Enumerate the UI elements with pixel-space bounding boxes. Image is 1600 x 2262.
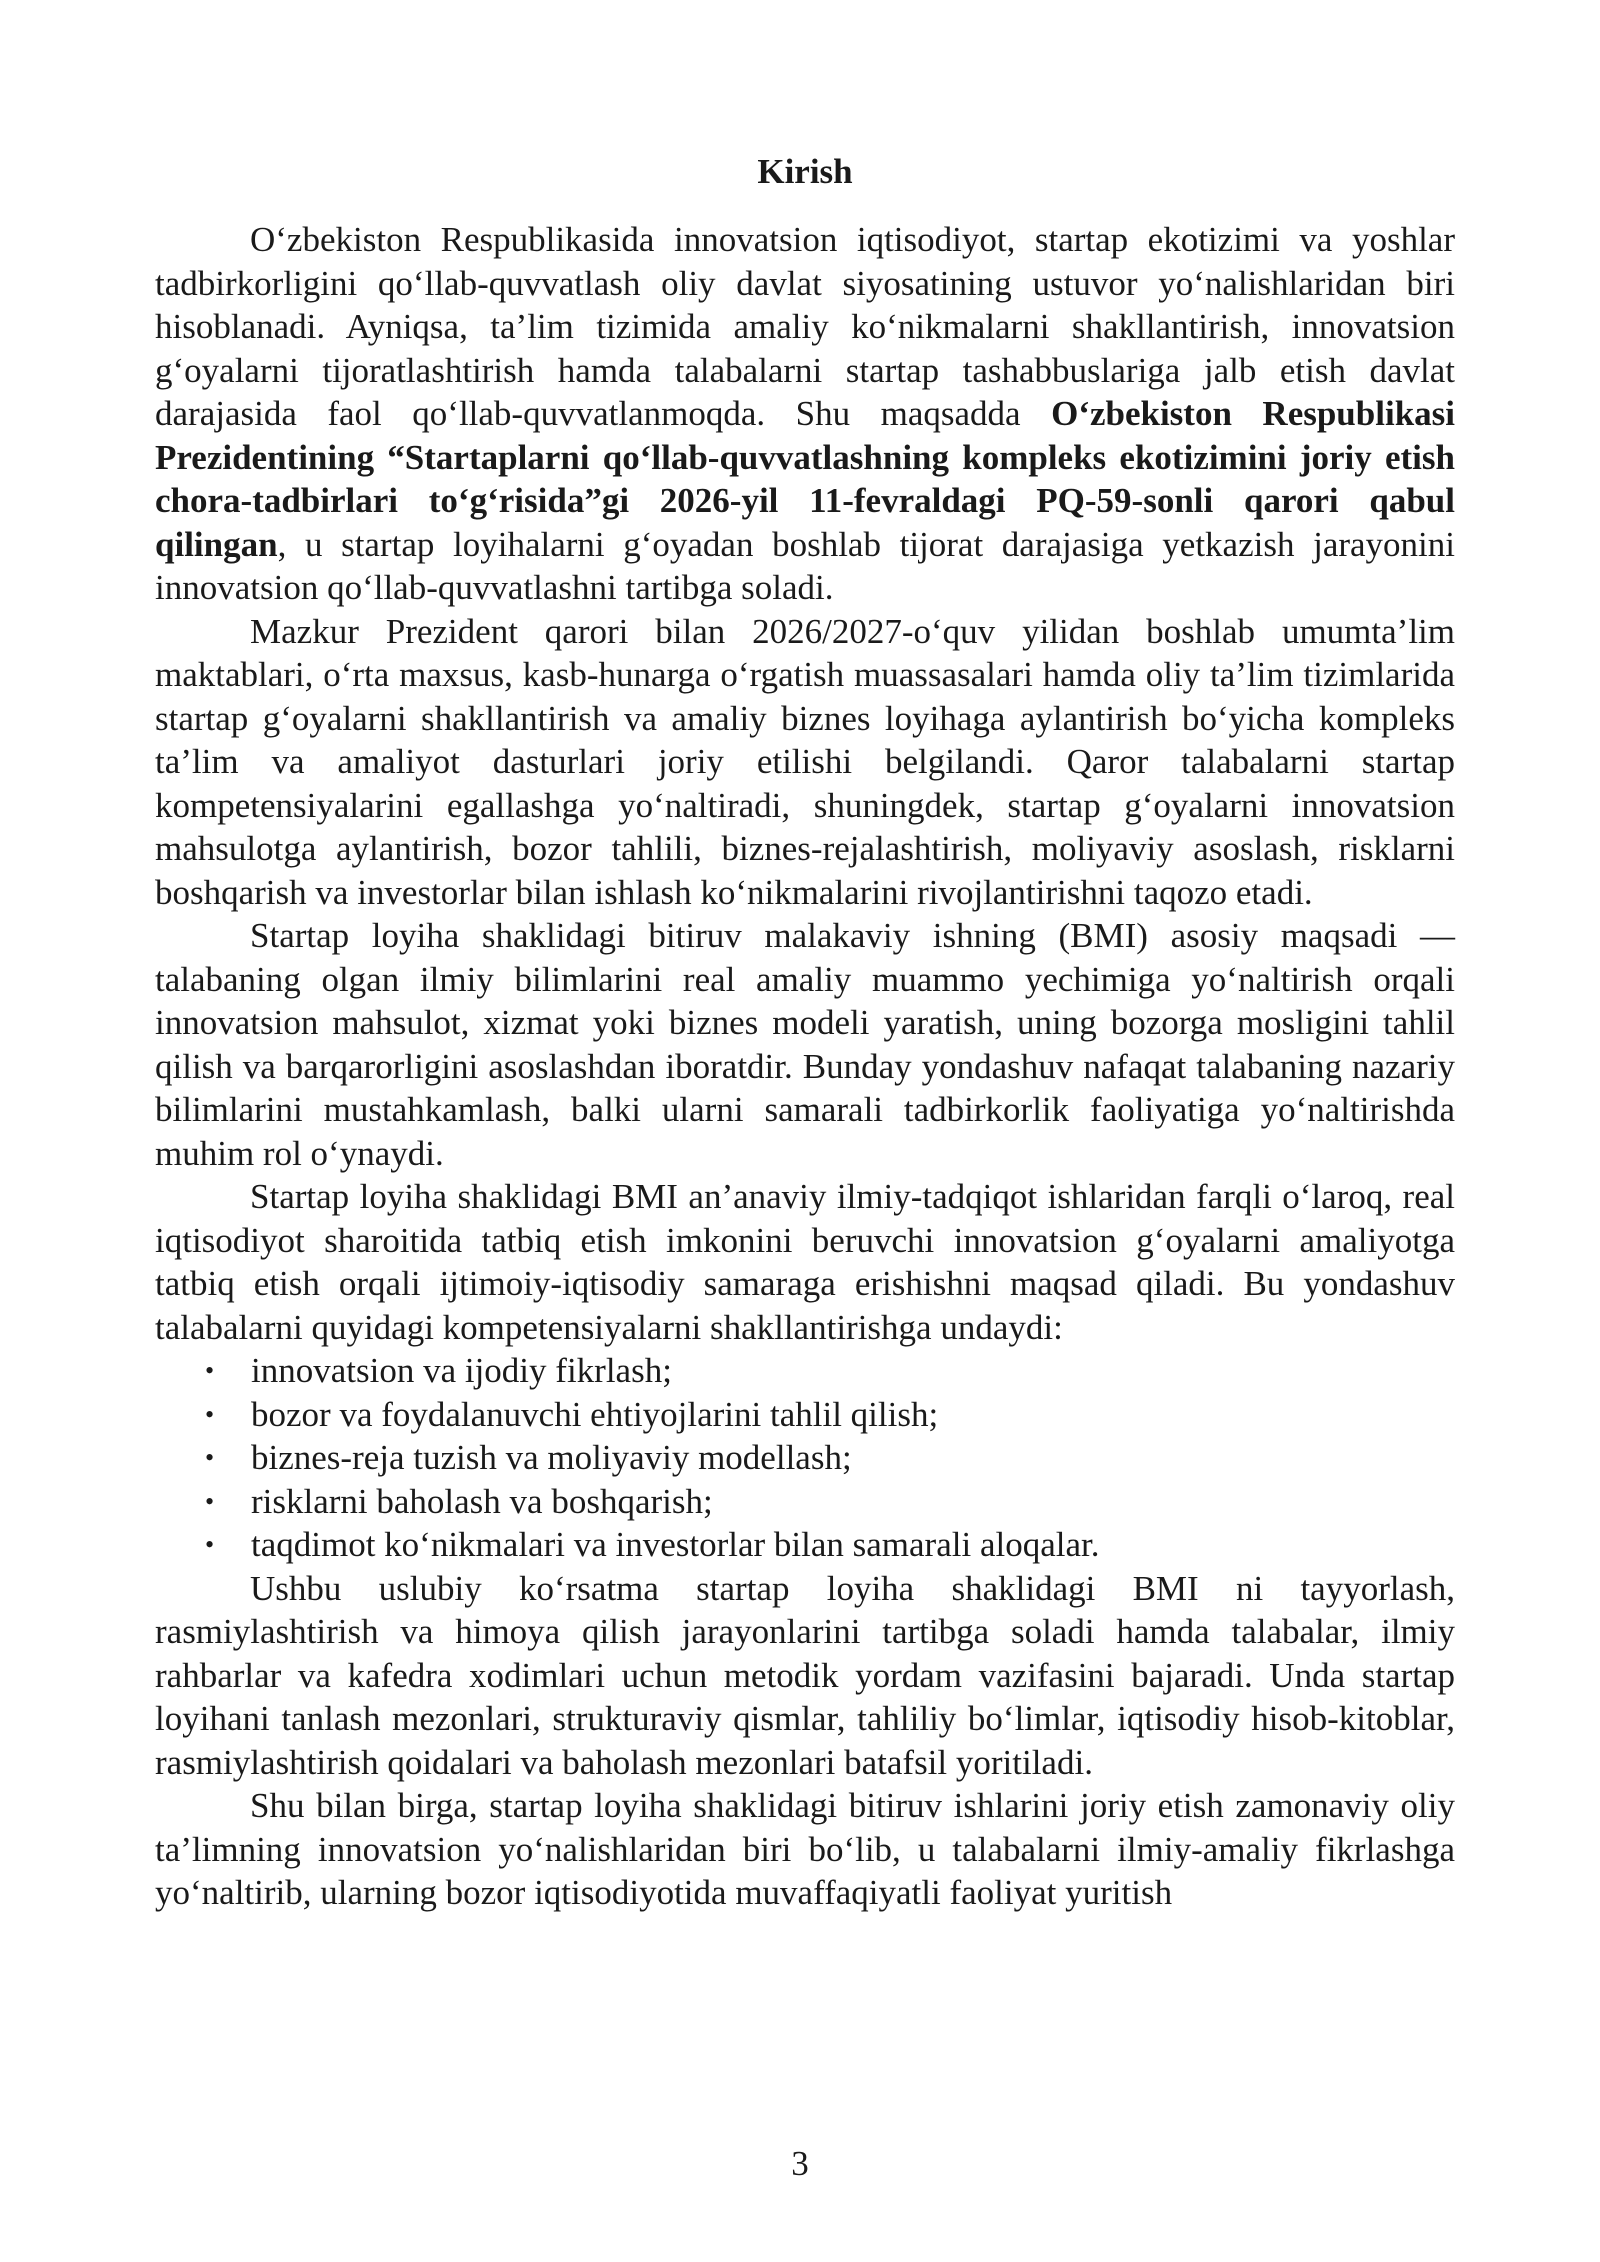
list-item bbox=[155, 1436, 1455, 1480]
paragraph-5: Ushbu uslubiy ko‘rsatma startap loyiha shaklidagi BMI ni tayyorlash, rasmiylashtirish va himoya qilish jarayonlarini tartibga soladi hamda talabalar, ilmiy rahbarlar va kafedra xodimlari uchun metodik yordam vazifasini bajaradi. Unda startap loyihani tanlash mezonlari, strukturaviy qismlar, tahliliy bo‘limlar, iqtisodiy hisob-kitoblar, rasmiylashtirish qoidalari va baholash mezonlari batafsil yoritiladi. bbox=[155, 1568, 1455, 1782]
page-number: 3 bbox=[791, 2144, 809, 2183]
list-item-text: biznes-reja tuzish va moliyaviy modellash; bbox=[251, 1438, 852, 1477]
list-item bbox=[155, 1480, 1455, 1524]
paragraph-1-bold-decree: O‘zbekiston Respublikasi Prezidentining “Startaplarni qo‘llab-quvvatlashning kompleks ekotizimini joriy etish chora-tadbirlari to‘g‘risida”gi 2026-yil 11-fevraldagi PQ-59-sonli qarori qabul qilingan bbox=[155, 394, 1456, 564]
bullet-icon: • bbox=[205, 1443, 215, 1472]
bullet-icon: • bbox=[205, 1486, 215, 1516]
list-item bbox=[155, 1349, 1455, 1393]
document-page bbox=[155, 150, 1455, 1915]
list-item bbox=[155, 1523, 1455, 1567]
competency-list bbox=[155, 1349, 1455, 1567]
list-item bbox=[155, 1393, 1455, 1437]
list-item-text: taqdimot ko‘nikmalari va investorlar bilan samarali aloqalar. bbox=[251, 1525, 1100, 1564]
paragraph-1-text-start: O‘zbekiston Respublikasida innovatsion iqtisodiyot, startap ekotizimi va yoshlar tadbirkorligini qo‘llab-quvvatlash oliy davlat siyosatining ustuvor yo‘nalishlaridan biri hisoblanadi. Ayniqsa, ta’lim tizimida amaliy ko‘nikmalarni shakllantirish, innovatsion g‘oyalarni tijoratlashtirish hamda talabalarni startap tashabbuslariga jalb etish davlat darajasida faol qo‘llab-quvvatlanmoqda. Shu maqsadda bbox=[155, 220, 1455, 433]
paragraph-1 bbox=[155, 218, 1455, 610]
paragraph-1-text-end: , u startap loyihalarni g‘oyadan boshlab tijorat darajasiga yetkazish jarayonini innovatsion qo‘llab-quvvatlashni tartibga soladi. bbox=[155, 524, 1455, 607]
list-item-text: bozor va foydalanuvchi ehtiyojlarini tahlil qilish; bbox=[251, 1394, 939, 1434]
list-item-text: innovatsion va ijodiy fikrlash; bbox=[251, 1351, 672, 1390]
paragraph-6: Shu bilan birga, startap loyiha shaklidagi bitiruv ishlarini joriy etish zamonaviy oliy ta’limning innovatsion yo‘nalishlaridan biri bo‘lib, u talabalarni ilmiy-amaliy fikrlashga yo‘naltirib, ularning bozor iqtisodiyotida muvaffaqiyatli faoliyat yuritish bbox=[155, 1786, 1455, 1912]
bullet-icon: • bbox=[205, 1530, 215, 1559]
section-title: Kirish bbox=[757, 152, 853, 191]
paragraph-4: Startap loyiha shaklidagi BMI an’anaviy ilmiy-tadqiqot ishlaridan farqli o‘laroq, real iqtisodiyot sharoitida tatbiq etish imkonini beruvchi innovatsion g‘oyalarni amaliyotga tatbiq etish orqali ijtimoiy-iqtisodiy samaraga erishishni maqsad qiladi. Bu yondashuv talabalarni quyidagi kompetensiyalarni shakllantirishga undaydi: bbox=[155, 1177, 1455, 1347]
paragraph-3: Startap loyiha shaklidagi bitiruv malakaviy ishning (BMI) asosiy maqsadi — talabaning olgan ilmiy bilimlarini real amaliy muammo yechimiga yo‘naltirish orqali innovatsion mahsulot, xizmat yoki biznes modeli yaratish, uning bozorga mosligini tahlil qilish va barqarorligini asoslashdan iboratdir. Bunday yondashuv nafaqat talabaning nazariy bilimlarini mustahkamlash, balki ularni samarali tadbirkorlik faoliyatiga yo‘naltirishda muhim rol o‘ynaydi. bbox=[155, 916, 1455, 1173]
bullet-icon: • bbox=[205, 1399, 215, 1429]
list-item-text: risklarni baholash va boshqarish; bbox=[251, 1481, 713, 1521]
bullet-icon: • bbox=[205, 1356, 215, 1385]
paragraph-2: Mazkur Prezident qarori bilan 2026/2027-o‘quv yilidan boshlab umumta’lim maktablari, o‘rta maxsus, kasb-hunarga o‘rgatish muassasalari hamda oliy ta’lim tizimlarida startap g‘oyalarni shakllantirish va amaliy biznes loyihaga aylantirish bo‘yicha kompleks ta’lim va amaliyot dasturlari joriy etilishi belgilandi. Qaror talabalarni startap kompetensiyalarini egallashga yo‘naltiradi, shuningdek, startap g‘oyalarni innovatsion mahsulotga aylantirish, bozor tahlili, biznes-rejalashtirish, moliyaviy asoslash, risklarni boshqarish va investorlar bilan ishlash ko‘nikmalarini rivojlantirishni taqozo etadi. bbox=[155, 611, 1455, 912]
